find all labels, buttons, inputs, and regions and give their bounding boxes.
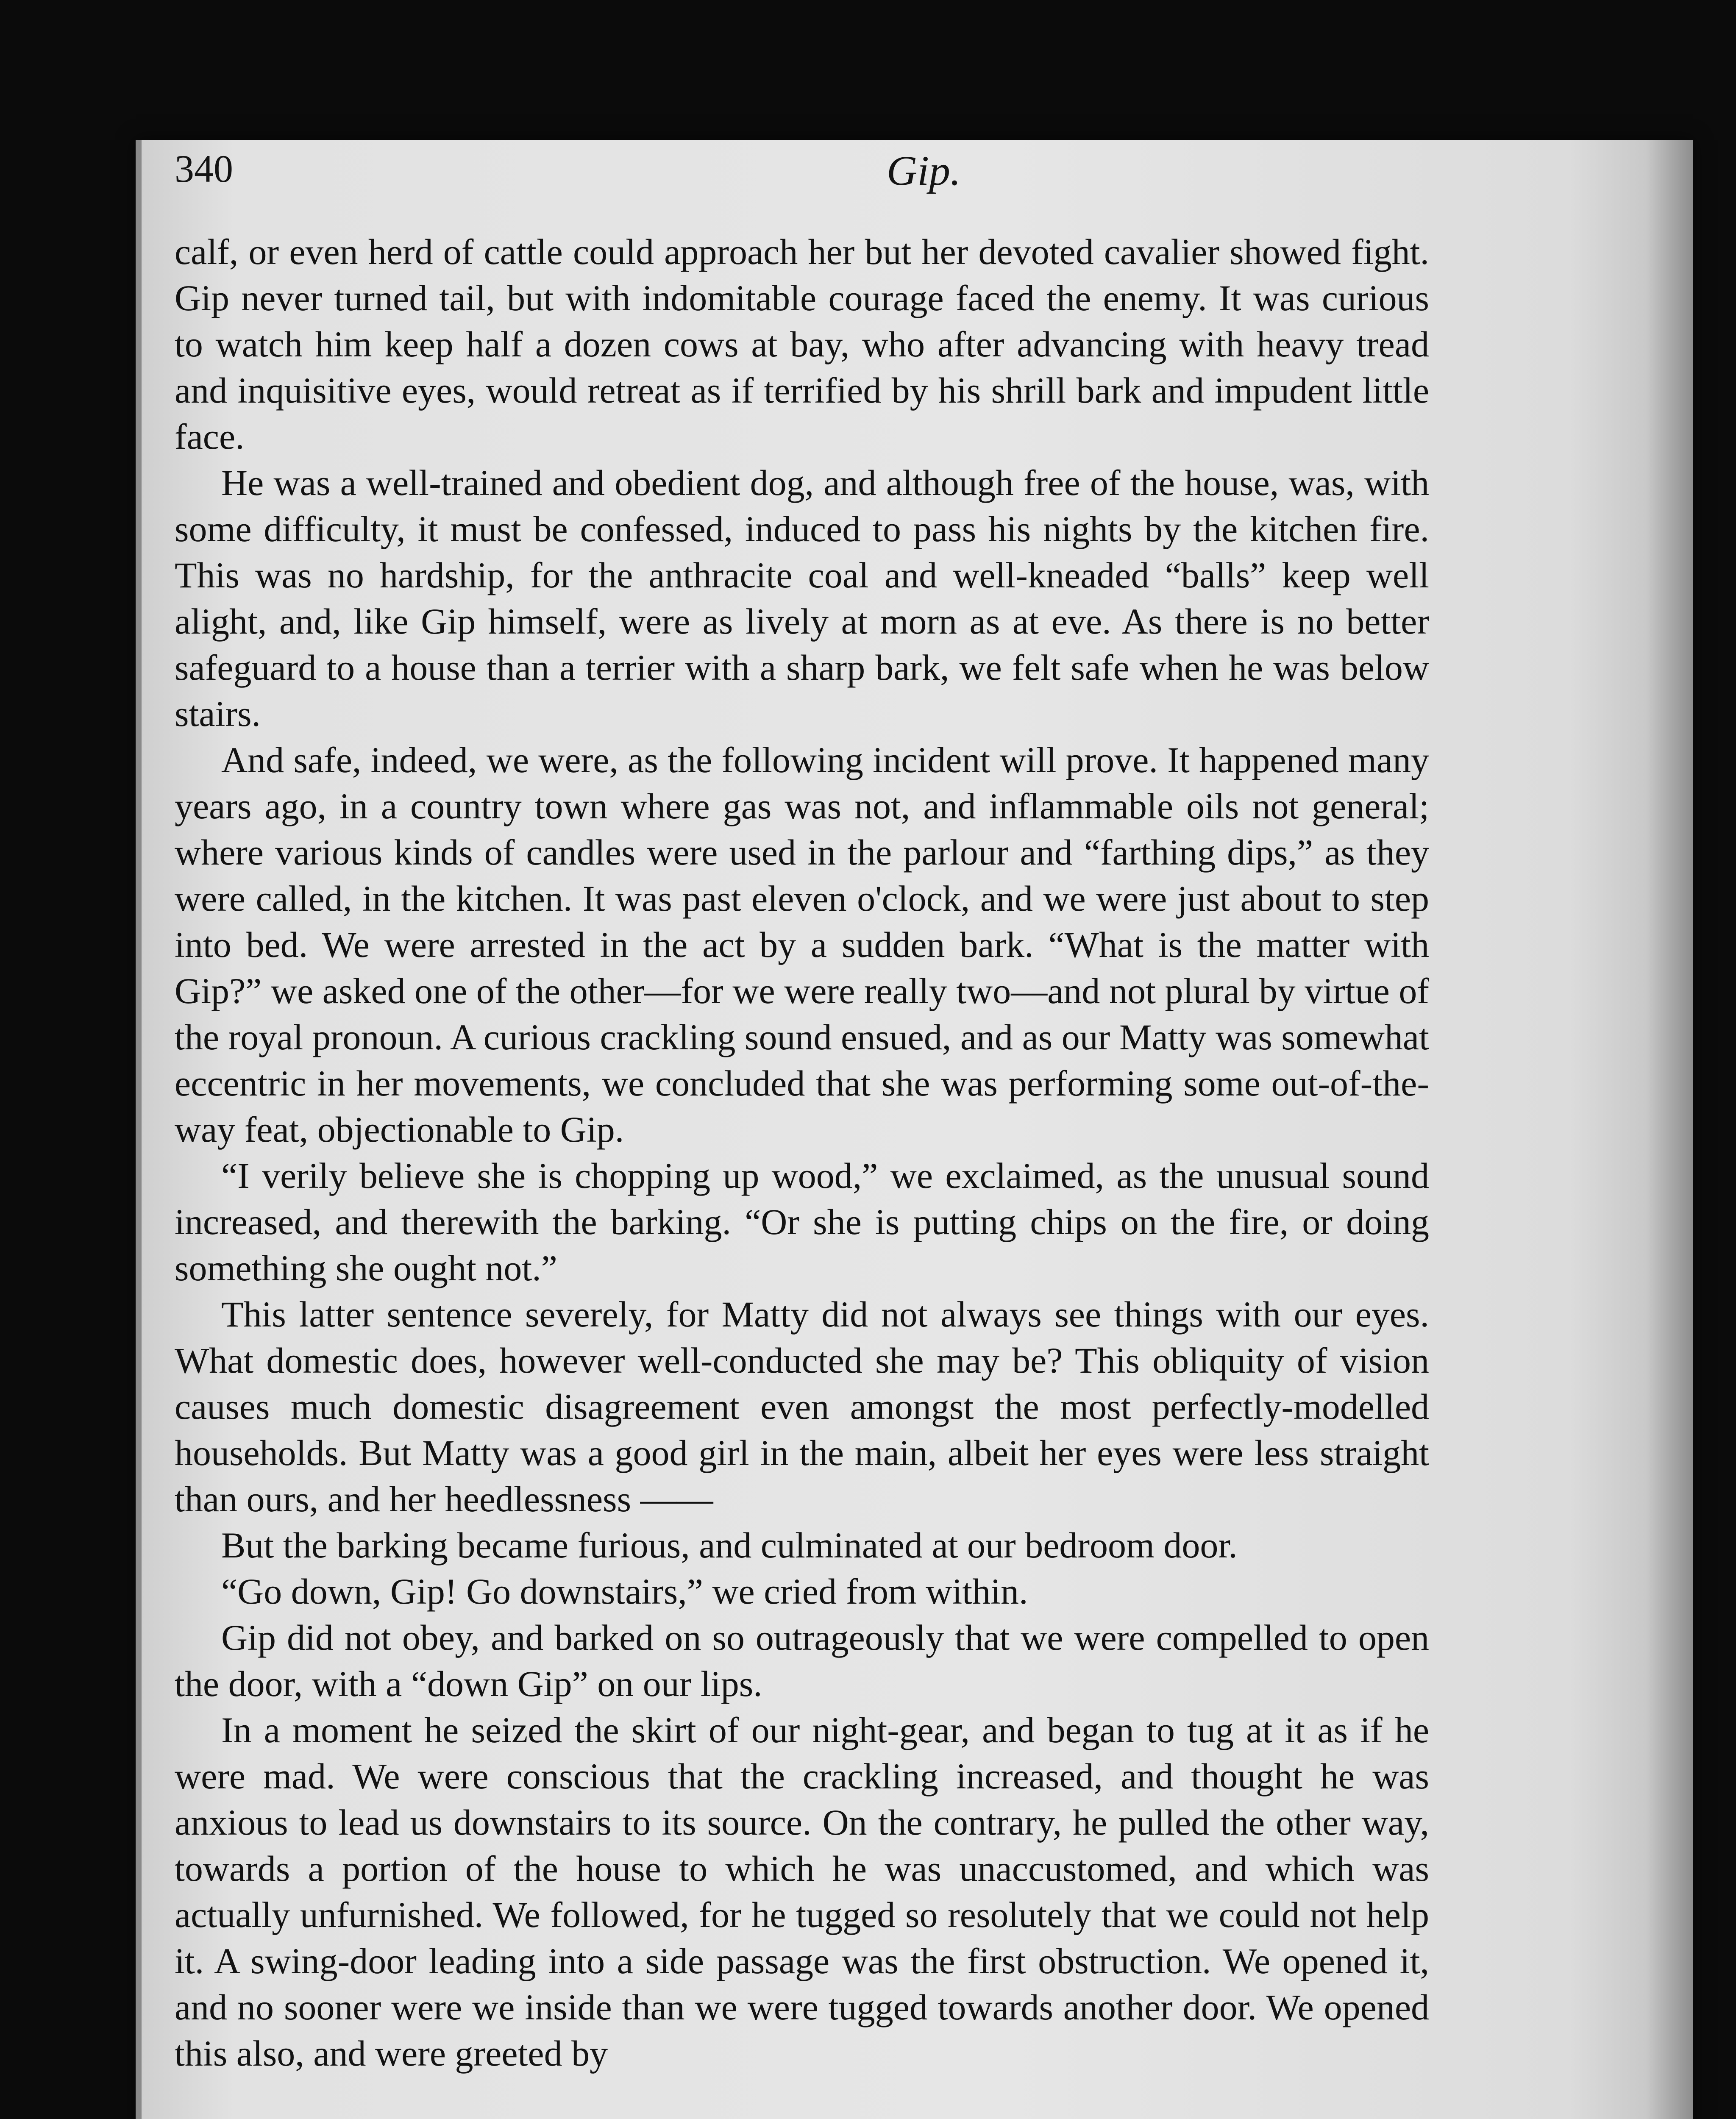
paragraph: But the barking became furious, and culminated at our bedroom door. [221,1525,1238,1566]
paragraph: calf, or even herd of cattle could approach her but her devoted cavalier showed fight. Gip never turned tail, but with indomitable courage faced the enemy. It was curious to watch him keep half a dozen cows at bay, who after advancing with heavy tread and inquisitive eyes, would retreat as if terrified by his shrill bark and impudent little face. [175,231,1429,457]
running-title: Gip. [887,147,961,194]
paragraph: “Go down, Gip! Go downstairs,” we cried from within. [221,1571,1028,1612]
paragraph: He was a well-trained and obedient dog, and although free of the house, was, with some difficulty, it must be confessed, induced to pass his nights by the kitchen fire. This was no hardship, for the anthracite coal and well-kneaded “balls” keep well alight, and, like Gip himself, were as lively at morn as at eve. As there is no better safeguard to a house than a terrier with a sharp bark, we felt safe when he was below stairs. [175,462,1429,734]
body-text [175,229,1429,2077]
paragraph: Gip did not obey, and barked on so outrageously that we were compelled to open the door, with a “down Gip” on our lips. [175,1617,1429,1704]
paragraph: This latter sentence severely, for Matty did not always see things with our eyes. What domestic does, however well-conducted she may be? This obliquity of vision causes much domestic disagreement even amongst the most perfectly-modelled households. But Matty was a good girl in the main, albeit her eyes were less straight than ours, and her heedlessness —— [175,1294,1429,1519]
page-number: 340 [175,147,233,190]
running-head [175,146,1552,214]
paragraph: “I verily believe she is chopping up wood,” we exclaimed, as the unusual sound increased, and therewith the barking. “Or she is putting chips on the fire, or doing something she ought not.” [175,1155,1429,1288]
paragraph: In a moment he seized the skirt of our night-gear, and began to tug at it as if he were mad. We were conscious that the crackling increased, and thought he was anxious to lead us downstairs to its source. On the contrary, he pulled the other way, towards a portion of the house to which he was unaccustomed, and which was actually unfurnished. We followed, for he tugged so resolutely that we could not help it. A swing-door leading into a side passage was the first obstruction. We opened it, and no sooner were we inside than we were tugged towards another door. We opened this also, and were greeted by [175,1710,1429,2074]
paragraph: And safe, indeed, we were, as the following incident will prove. It happened many years ago, in a country town where gas was not, and inflammable oils not general; where various kinds of candles were used in the parlour and “farthing dips,” as they were called, in the kitchen. It was past eleven o'clock, and we were just about to step into bed. We were arrested in the act by a sudden bark. “What is the matter with Gip?” we asked one of the other—for we were really two—and not plural by virtue of the royal pronoun. A curious crackling sound ensued, and as our Matty was somewhat eccentric in her movements, we concluded that she was performing some out-of-the-way feat, objectionable to Gip. [175,740,1429,1150]
page-gutter-shadow [1646,140,1693,2119]
